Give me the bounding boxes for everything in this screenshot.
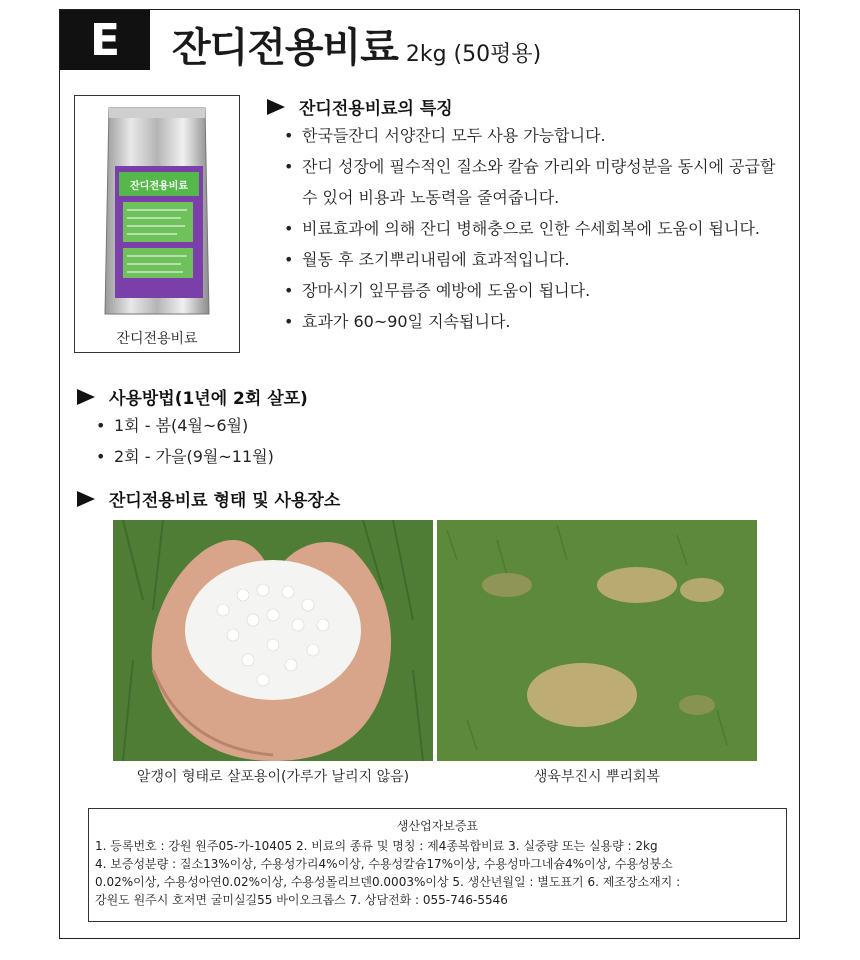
list-item: • 2회 - 가을(9월~11월) xyxy=(94,441,274,472)
features-list xyxy=(282,120,782,337)
list-item: • 효과가 60~90일 지속됩니다. xyxy=(282,306,782,337)
product-title: 잔디전용비료 xyxy=(172,25,398,71)
list-item: • 한국들잔디 서양잔디 모두 사용 가능합니다. xyxy=(282,120,782,151)
arrow-right-icon xyxy=(77,491,95,507)
producer-guarantee-box xyxy=(88,808,787,922)
guarantee-title: 생산업자보증표 xyxy=(396,819,479,833)
list-item: • 장마시기 잎무름증 예방에 도움이 됩니다. xyxy=(282,275,782,306)
usage-heading xyxy=(77,384,308,409)
list-item: • 비료효과에 의해 잔디 병해충으로 인한 수세회복에 도움이 됩니다. xyxy=(282,213,782,244)
features-heading-text: 잔디전용비료의 특징 xyxy=(299,99,453,119)
product-image-box xyxy=(74,95,240,353)
forms-heading xyxy=(77,486,340,511)
page-title xyxy=(172,16,541,73)
granules-in-hands-photo xyxy=(113,520,433,761)
arrow-right-icon xyxy=(267,99,285,115)
product-weight: 2kg (50평용) xyxy=(405,42,542,67)
bag-label: 잔디전용비료 xyxy=(130,181,188,192)
fertilizer-bag-image xyxy=(101,104,213,318)
lawn-caption: 생육부진시 뿌리회복 xyxy=(533,769,661,785)
arrow-right-icon xyxy=(77,389,95,405)
forms-heading-text: 잔디전용비료 형태 및 사용장소 xyxy=(109,491,341,511)
guarantee-line: 강원도 원주시 호저면 굴미실길55 바이오크롭스 7. 상담전화 : 055-746-5546 xyxy=(95,893,508,907)
granules-caption: 알갱이 형태로 살포용이(가루가 날리지 않음) xyxy=(136,769,410,785)
list-item: • 1회 - 봄(4월~6월) xyxy=(94,410,274,441)
product-caption: 잔디전용비료 xyxy=(116,331,198,347)
list-item: • 잔디 성장에 필수적인 질소와 칼슘 가리와 미량성분을 동시에 공급할 수 있어 비용과 노동력을 줄여줍니다. xyxy=(282,151,782,213)
guarantee-line: 4. 보증성분량 : 질소13%이상, 수용성가리4%이상, 수용성칼슘17%이상, 수용성마그네슘4%이상, 수용성붕소 xyxy=(95,857,673,871)
features-heading xyxy=(267,94,453,119)
guarantee-line: 0.02%이상, 수용성아연0.02%이상, 수용성몰리브덴0.0003%이상 5. 생산년월일 : 별도표기 6. 제조장소재지 : xyxy=(95,875,681,889)
section-badge: E xyxy=(60,10,150,70)
guarantee-line: 1. 등록번호 : 강원 원주05-가-10405 2. 비료의 종류 및 명칭 : 제4종복합비료 3. 실중량 또는 실용량 : 2kg xyxy=(95,839,658,853)
list-item: • 월동 후 조기뿌리내림에 효과적입니다. xyxy=(282,244,782,275)
usage-list xyxy=(94,410,274,472)
lawn-recovery-photo xyxy=(437,520,757,761)
usage-heading-text: 사용방법(1년에 2회 살포) xyxy=(109,389,308,409)
